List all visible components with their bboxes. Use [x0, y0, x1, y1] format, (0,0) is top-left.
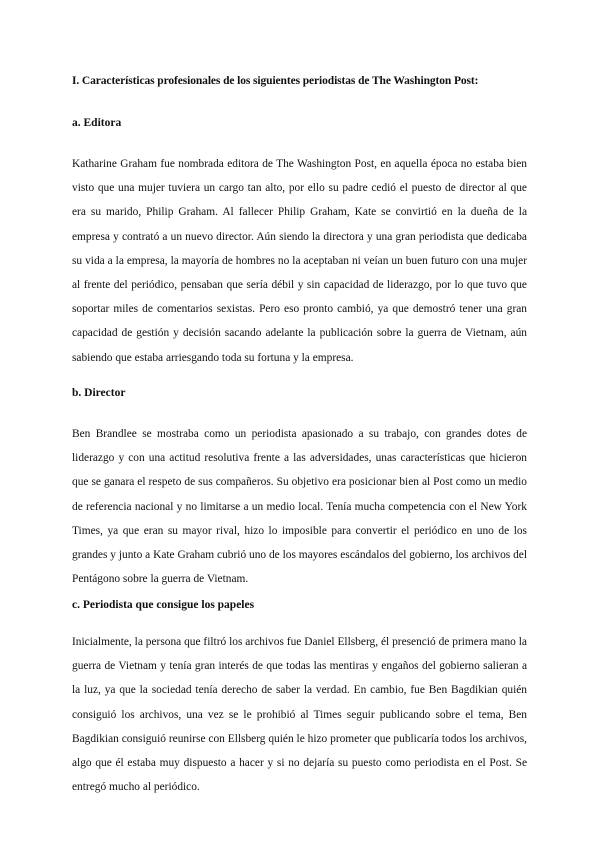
- section-paragraph-director: Ben Brandlee se mostraba como un periodista apasionado a su trabajo, con grandes dotes de liderazgo y con una actitud resolutiva frente a las adversidades, unas características que hicieron que se ganara el respeto de sus compañeros. Su objetivo era posicionar bien al Post como un medio de referencia nacional y no limitarse a un medio local. Tenía mucha competencia con el New York Times, ya que eran su mayor rival, hizo lo imposible para convertir el periódico en uno de los grandes y junto a Kate Graham cubrió uno de los mayores escándalos del gobierno, los archivos del Pentágono sobre la guerra de Vietnam.: [72, 428, 527, 586]
- section-title-director: b. Director: [72, 387, 126, 399]
- section-paragraph-editora: Katharine Graham fue nombrada editora de The Washington Post, en aquella época no estaba bien visto que una mujer tuviera un cargo tan alto, por ello su padre cedió el puesto de director al que era su marido, Philip Graham. Al fallecer Philip Graham, Kate se convirtió en la dueña de la empresa y contrató a un nuevo director. Aún siendo la directora y una gran periodista que dedicaba su vida a la empresa, la mayoría de hombres no la aceptaban ni veían un buen futuro con una mujer al frente del periódico, pensaban que sería débil y sin capacidad de liderazgo, por lo que tuvo que soportar miles de comentarios sexistas. Pero eso pronto cambió, ya que demostró tener una gran capacidad de gestión y decisión sacando adelante la publicación sobre la guerra de Vietnam, aún sabiendo que estaba arriesgando toda su fortuna y la empresa.: [72, 158, 527, 364]
- document-heading: I. Características profesionales de los siguientes periodistas de The Washington Post:: [72, 75, 479, 87]
- section-title-editora: a. Editora: [72, 117, 122, 129]
- section-title-periodista: c. Periodista que consigue los papeles: [72, 599, 255, 611]
- section-paragraph-periodista: Inicialmente, la persona que filtró los archivos fue Daniel Ellsberg, él presenció de primera mano la guerra de Vietnam y tenía gran interés de que todas las mentiras y engaños del gobierno salieran a la luz, ya que la sociedad tenía derecho de saber la verdad. En cambio, fue Ben Bagdikian quién consiguió los archivos, una vez se le prohibió al Times seguir publicando sobre el tema, Ben Bagdikian consiguió reunirse con Ellsberg quién le hizo prometer que publicaría todos los archivos, algo que él estaba muy dispuesto a hacer y si no dejaría su puesto como periodista en el Post. Se entregó mucho al periódico.: [72, 636, 527, 794]
